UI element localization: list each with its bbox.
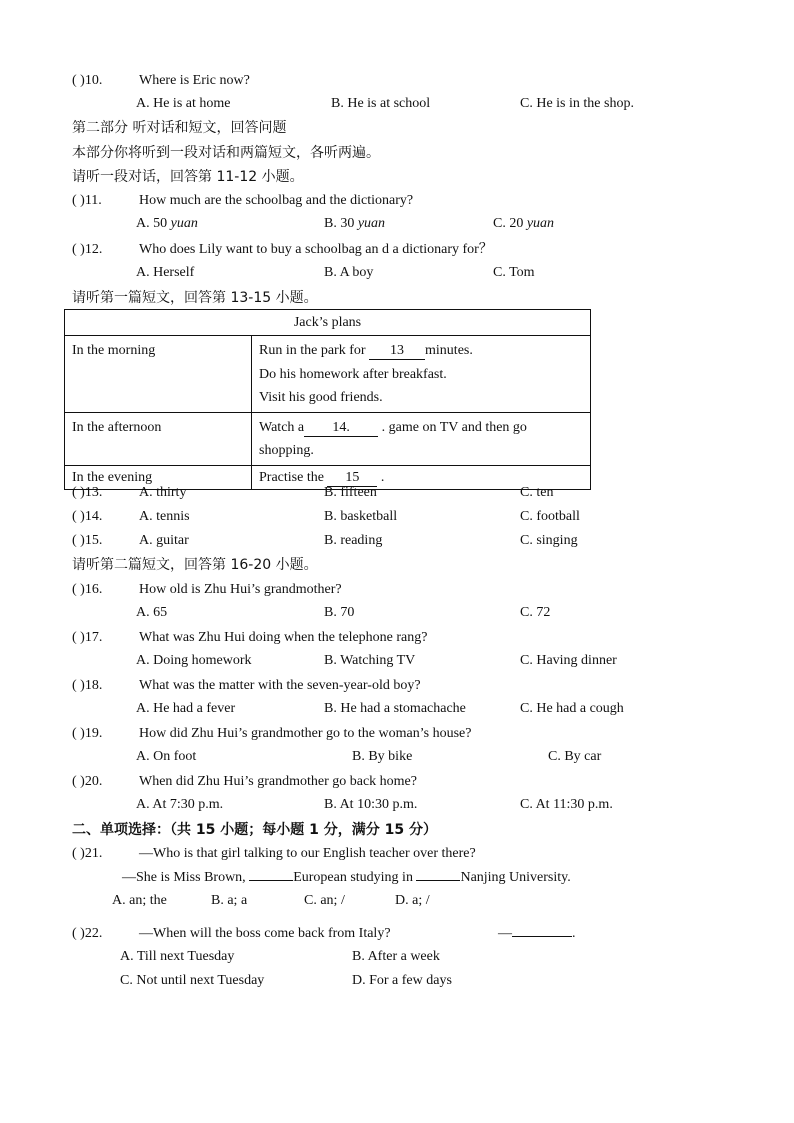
answer-bracket: ( )14. — [72, 509, 103, 524]
option-a: A. He had a fever — [136, 701, 236, 716]
option-unit: yuan — [357, 216, 386, 231]
option-b: B. reading — [324, 533, 383, 548]
option-b: B. 70 — [324, 605, 355, 620]
option-unit: yuan — [170, 216, 198, 231]
option-d: D. For a few days — [352, 973, 452, 988]
option-b: B. He had a stomachache — [324, 701, 466, 716]
plan-text: shopping. — [259, 443, 314, 458]
option-a — [136, 216, 198, 232]
answer-bracket: ( )20. — [72, 774, 103, 789]
plan-text: Run in the park for — [259, 343, 370, 358]
table-row — [65, 412, 591, 465]
question-text: —Who is that girl talking to our English teacher over there? — [139, 846, 476, 861]
option-a: A. tennis — [139, 509, 190, 524]
section-two-heading: 二、单项选择：（共 15 小题；每小题 1 分，满分 15 分） — [72, 822, 437, 838]
option-unit: yuan — [526, 216, 555, 231]
table-title: Jack’s plans — [65, 310, 591, 336]
plan-cell — [252, 412, 591, 465]
part-two-intro: 本部分你将听到一段对话和两篇短文，各听两遍。 — [72, 145, 380, 161]
option-c: C. He is in the shop. — [520, 96, 634, 111]
option-a: A. guitar — [139, 533, 189, 548]
option-b: B. After a week — [352, 949, 440, 964]
answer-bracket: ( )15. — [72, 533, 103, 548]
blank-13: 13 — [369, 343, 425, 360]
option-c: C. football — [520, 509, 580, 524]
blank — [512, 936, 572, 937]
option-b: B. Watching TV — [324, 653, 416, 668]
option-b: B. fifteen — [324, 485, 377, 500]
option-a: A. At 7:30 p.m. — [136, 797, 224, 812]
option-b: B. A boy — [324, 265, 374, 280]
option-c: C. Not until next Tuesday — [120, 973, 265, 988]
answer-bracket: ( )22. — [72, 926, 103, 941]
answer-bracket: ( )19. — [72, 726, 103, 741]
answer-bracket: ( )18. — [72, 678, 103, 693]
reply-line: — . — [498, 926, 576, 941]
plan-text: minutes. — [425, 343, 473, 358]
question-text: Where is Eric now? — [139, 73, 250, 88]
blank — [249, 880, 293, 881]
answer-bracket: ( )10. — [72, 73, 103, 88]
option-c: C. singing — [520, 533, 578, 548]
option-c: C. At 11:30 p.m. — [520, 797, 613, 812]
option-b — [324, 216, 385, 232]
answer-bracket: ( )11. — [72, 193, 102, 208]
option-a: A. Till next Tuesday — [120, 949, 235, 964]
option-b: B. a; a — [211, 893, 248, 908]
option-a: A. Herself — [136, 265, 195, 280]
time-cell: In the afternoon — [65, 412, 252, 465]
option-c: C. Tom — [493, 265, 535, 280]
option-a: A. thirty — [139, 485, 187, 500]
option-c — [493, 216, 554, 232]
option-a: A. He is at home — [136, 96, 231, 111]
option-label: C. 20 — [493, 216, 527, 231]
plan-text: Practise the — [259, 469, 328, 485]
answer-bracket: ( )16. — [72, 582, 103, 597]
option-c: C. an; / — [304, 893, 345, 908]
option-c: C. By car — [548, 749, 602, 764]
option-c: C. ten — [520, 485, 554, 500]
question-text: Who does Lily want to buy a schoolbag an d a dictionary for？ — [139, 242, 493, 257]
plan-text: Do his homework after breakfast. — [259, 366, 447, 382]
blank-15: 15 — [327, 470, 377, 487]
answer-bracket: ( )12. — [72, 242, 103, 257]
part-two-heading: 第二部分 听对话和短文，回答问题 — [72, 120, 287, 136]
option-b: B. At 10:30 p.m. — [324, 797, 418, 812]
question-21-line-2 — [122, 869, 571, 887]
option-b: B. He is at school — [331, 96, 431, 111]
question-text: Nanjing University. — [460, 870, 571, 885]
question-text: —When will the boss come back from Italy? — [139, 926, 391, 941]
answer-bracket: ( )21. — [72, 846, 103, 861]
table-row — [65, 336, 591, 413]
dialogue-prompt: 请听一段对话，回答第 11-12 小题。 — [72, 169, 304, 185]
question-text: How much are the schoolbag and the dictionary? — [139, 193, 414, 208]
option-a: A. Doing homework — [136, 653, 252, 668]
option-d: D. a; / — [395, 893, 430, 908]
question-text: How old is Zhu Hui’s grandmother? — [139, 582, 342, 597]
question-text: How did Zhu Hui’s grandmother go to the woman’s house? — [139, 726, 472, 741]
option-c: C. He had a cough — [520, 701, 624, 716]
option-c: C. 72 — [520, 605, 551, 620]
option-label: A. 50 — [136, 216, 171, 231]
question-text: European studying in — [293, 870, 417, 885]
option-label: B. 30 — [324, 216, 358, 231]
plan-cell — [252, 336, 591, 413]
option-b: B. By bike — [352, 749, 413, 764]
option-c: C. Having dinner — [520, 653, 617, 668]
reply-dash: — — [498, 926, 512, 941]
option-a: A. an; the — [112, 893, 167, 908]
time-cell: In the evening — [65, 465, 252, 489]
blank — [416, 880, 460, 881]
question-text: What was the matter with the seven-year-old boy? — [139, 678, 421, 693]
answer-bracket: ( )17. — [72, 630, 103, 645]
plan-text: Visit his good friends. — [259, 390, 383, 405]
time-cell: In the morning — [65, 336, 252, 413]
option-b: B. basketball — [324, 509, 398, 524]
question-text: What was Zhu Hui doing when the telephone rang? — [139, 630, 428, 645]
passage-two-prompt: 请听第二篇短文，回答第 16-20 小题。 — [72, 557, 318, 573]
question-text: When did Zhu Hui’s grandmother go back home? — [139, 774, 417, 789]
option-a: A. On foot — [136, 749, 197, 764]
blank-14: 14. — [304, 420, 378, 437]
passage-one-prompt: 请听第一篇短文，回答第 13-15 小题。 — [72, 290, 318, 306]
jacks-plans-table — [64, 309, 591, 490]
option-a: A. 65 — [136, 605, 168, 620]
plan-text: . — [377, 469, 385, 485]
question-text: —She is Miss Brown, — [122, 870, 250, 885]
plan-text: Watch a — [259, 419, 305, 435]
answer-bracket: ( )13. — [72, 485, 103, 500]
plan-text: . game on TV and then go — [378, 419, 527, 435]
